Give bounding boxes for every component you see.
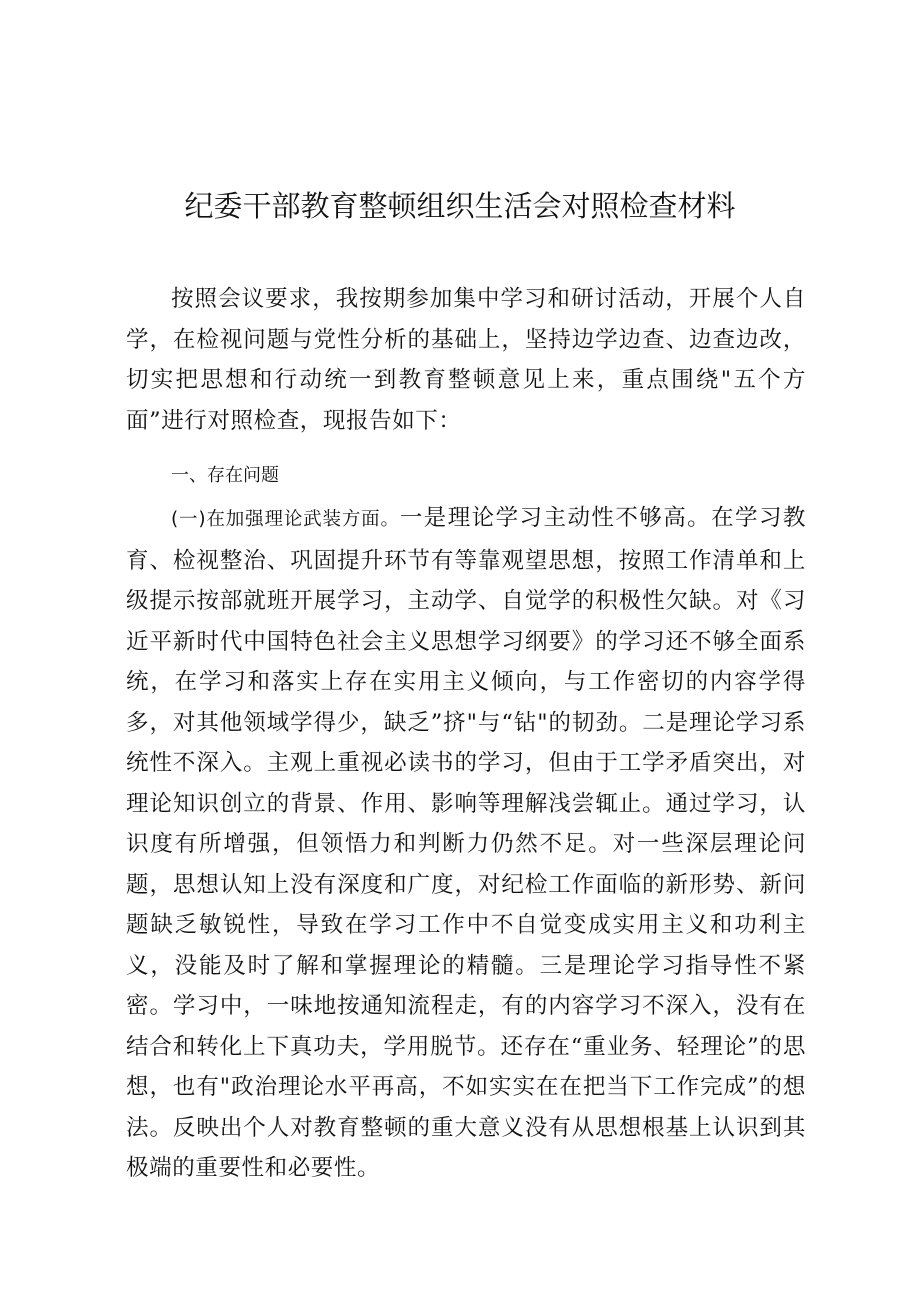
intro-paragraph: 按照会议要求，我按期参加集中学习和研讨活动，开展个人自学，在检视问题与党性分析的基础上，坚持边学边查、边查边改，切实把思想和行动统一到教育整顿意见上来，重点围绕"五个方面”进行对照检查，现报告如下： xyxy=(126,286,806,434)
paragraph-lead: (一)在加强理论武装方面。 xyxy=(171,509,400,530)
document-title: 纪委干部教育整顿组织生活会对照检查材料 xyxy=(184,189,736,223)
paragraph-body: 一是理论学习主动性不够高。在学习教育、检视整治、巩固提升环节有等靠观望思想，按照工作清单和上级提示按部就班开展学习，主动学、自觉学的积极性欠缺。对《习近平新时代中国特色社会主义思想学习纲要》的学习还不够全面系统，在学习和落实上存在实用主义倾向，与工作密切的内容学得多，对其他领域学得少，缺乏”挤"与“钻"的韧劲。二是理论学习系统性不深入。主观上重视必读书的学习，但由于工学矛盾突出，对理论知识创立的背景、作用、影响等理解浅尝辄止。通过学习，认识度有所增强，但领悟力和判断力仍然不足。对一些深层理论问题，思想认知上没有深度和广度，对纪检工作面临的新形势、新问题缺乏敏锐性，导致在学习工作中不自觉变成实用主义和功利主义，没能及时了解和掌握理论的精髓。三是理论学习指导性不紧密。学习中，一味地按通知流程走，有的内容学习不深入，没有在结合和转化上下真功夫，学用脱节。还存在“重业务、轻理论”的思想，也有"政治理论水平再高，不如实实在在把当下工作完成”的想法。反映出个人对教育整顿的重大意义没有从思想根基上认识到其极端的重要性和必要性。 xyxy=(126,505,806,1181)
section-heading-problems: 一、存在问题 xyxy=(171,465,279,486)
paragraph-theory-armament xyxy=(126,498,806,1189)
